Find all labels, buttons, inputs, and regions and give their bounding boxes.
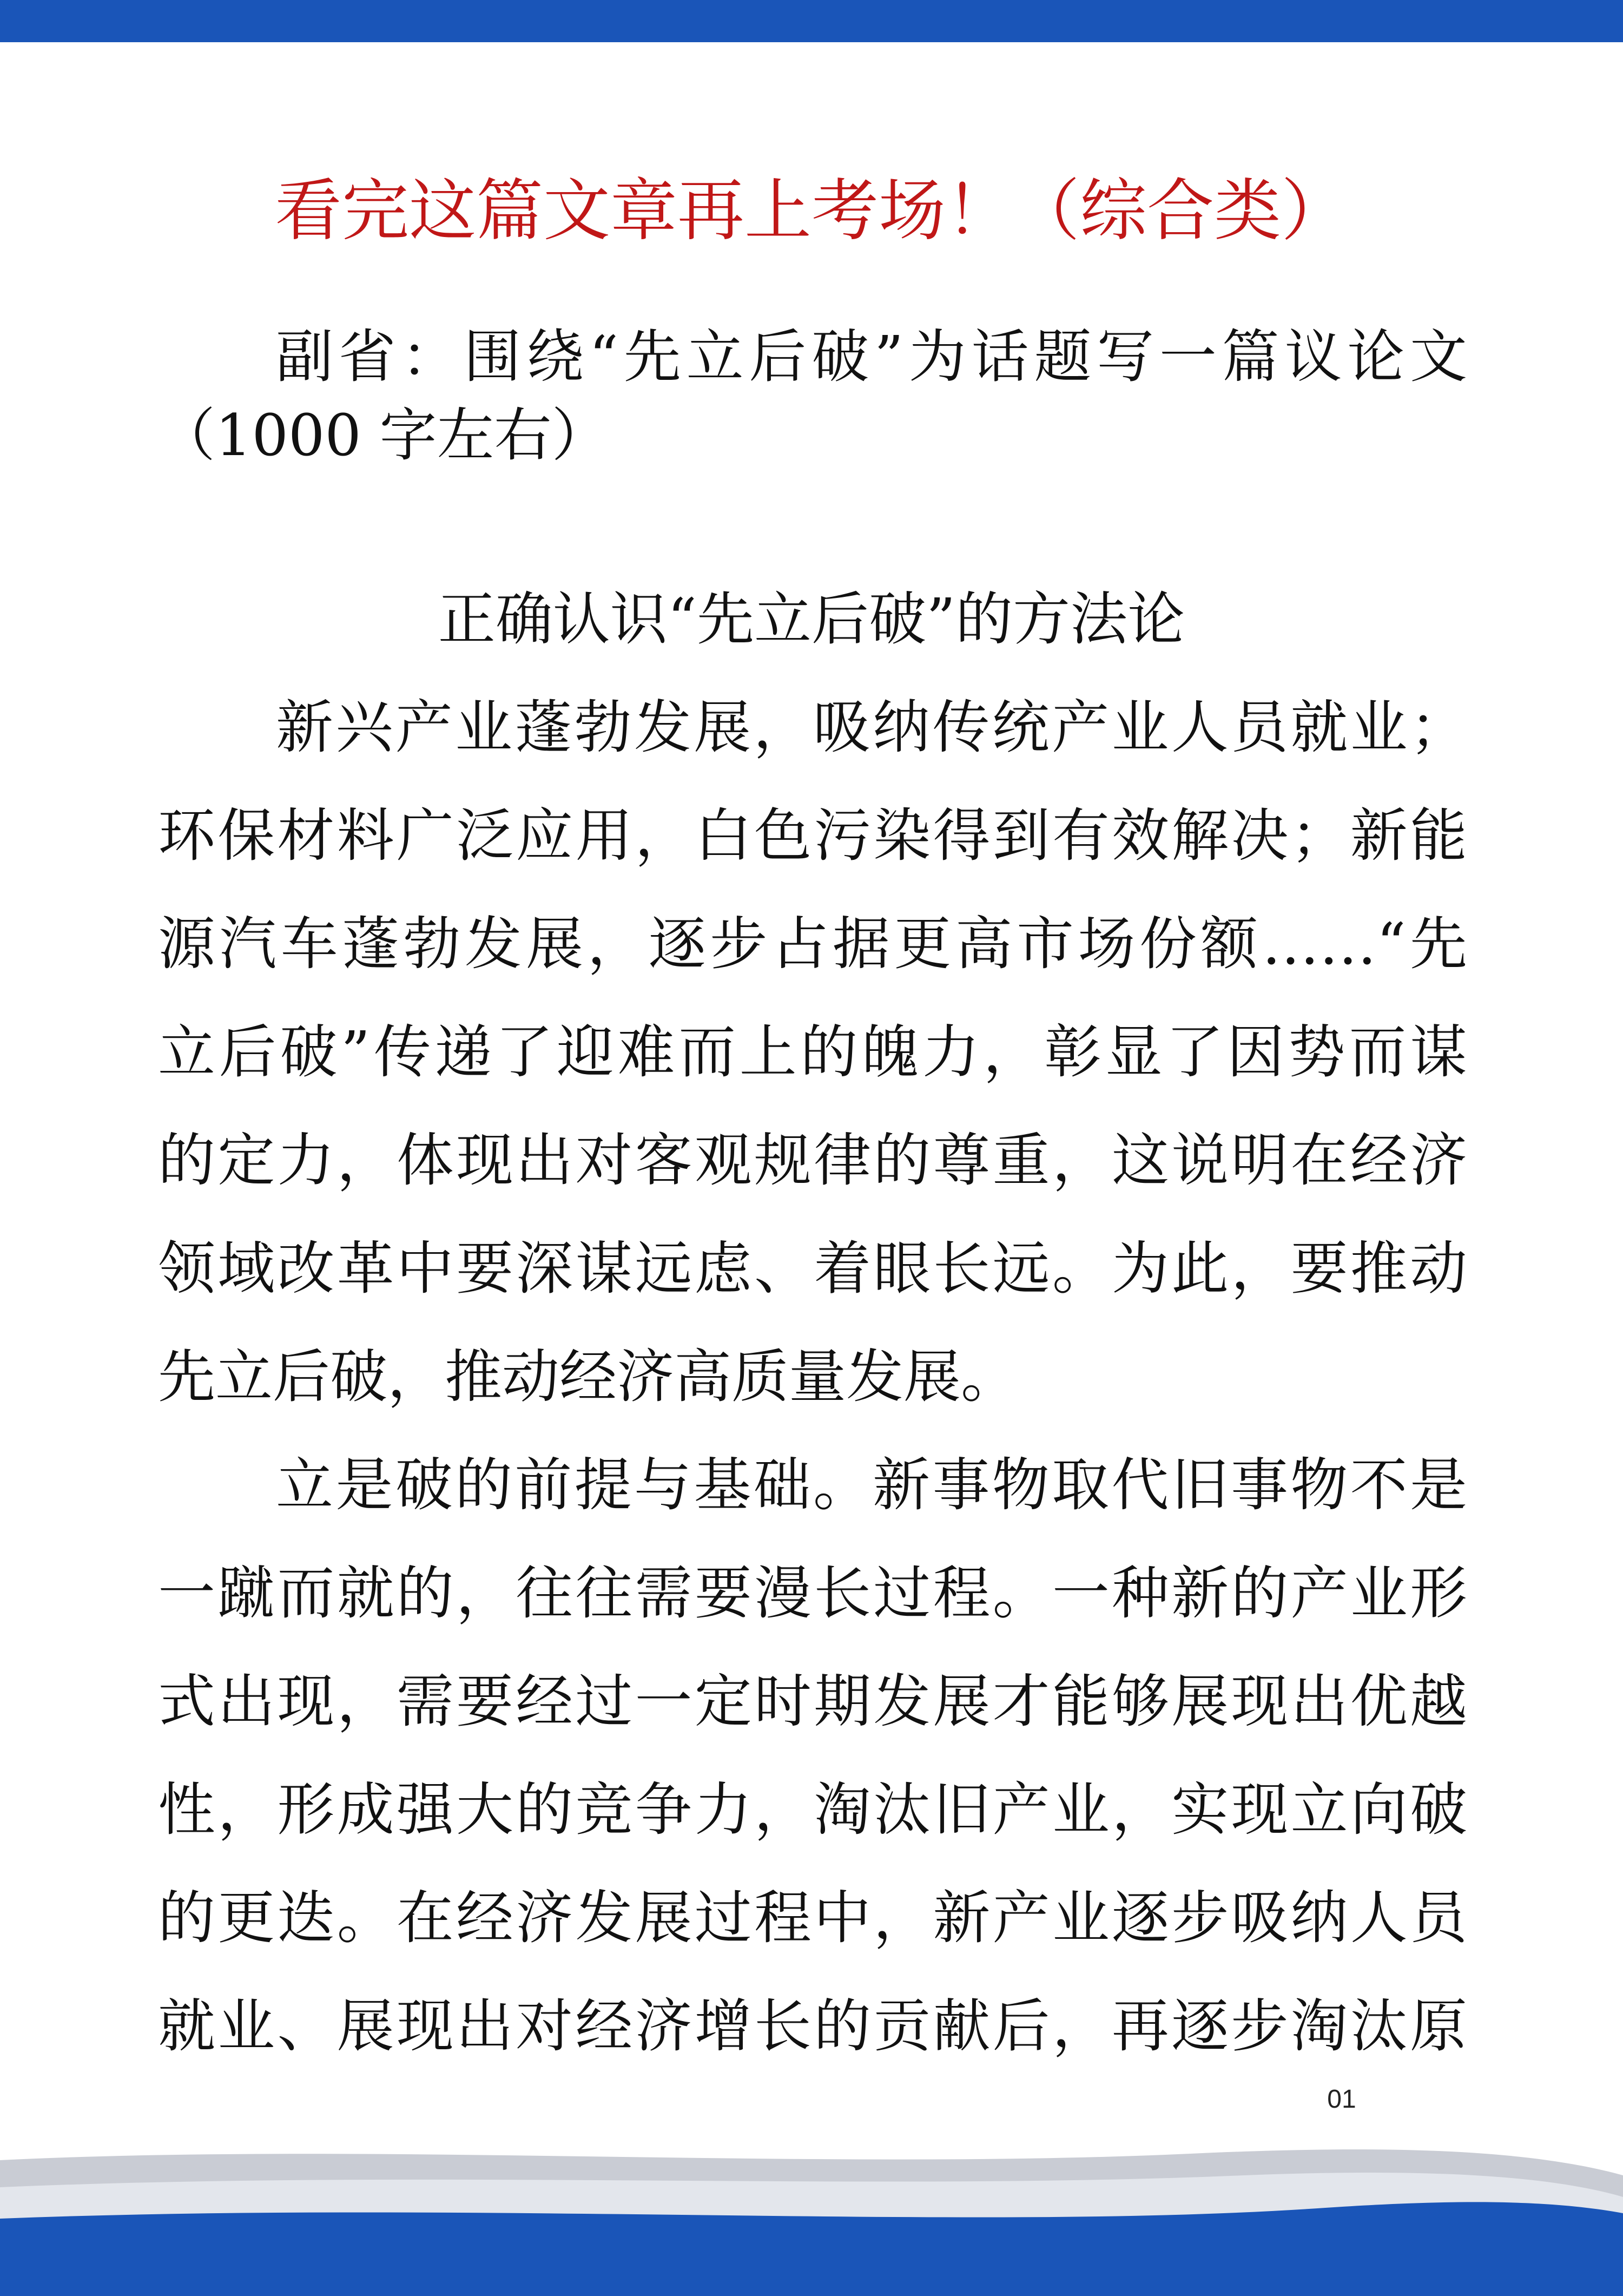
paragraph-2-line: 性，形成强大的竞争力，淘汰旧产业，实现立向破 — [158, 1777, 1467, 1843]
paragraph-1-line: 环保材料广泛应用，白色污染得到有效解决；新能 — [158, 802, 1467, 869]
paragraph-2-line: 式出现，需要经过一定时期发展才能够展现出优越 — [158, 1668, 1467, 1735]
paragraph-2-line: 一蹴而就的，往往需要漫长过程。一种新的产业形 — [158, 1560, 1467, 1627]
paragraph-2-line: 就业、展现出对经济增长的贡献后，再逐步淘汰原 — [158, 1993, 1467, 2060]
prompt-text: 副省：围绕“先立后破”为话题写一篇议论文 — [276, 324, 1467, 390]
document-title: 看完这篇文章再上考场！（综合类） — [274, 172, 1348, 250]
paragraph-1-line: 领域改革中要深谋远虑、着眼长远。为此，要推动 — [158, 1235, 1467, 1302]
paragraph-2-line: 的更迭。在经济发展过程中，新产业逐步吸纳人员 — [158, 1885, 1467, 1951]
paragraph-1-line: 新兴产业蓬勃发展，吸纳传统产业人员就业； — [276, 694, 1467, 761]
paragraph-1-line: 先立后破，推动经济高质量发展。 — [158, 1344, 1018, 1410]
prompt-text-note: （1000 字左右） — [158, 402, 609, 469]
page-number: 01 — [1327, 2085, 1356, 2114]
paragraph-1-line: 源汽车蓬勃发展，逐步占据更高市场份额……“先 — [158, 911, 1467, 977]
bottom-wave-decoration — [0, 2137, 1623, 2296]
paragraph-1-line: 的定力，体现出对客观规律的尊重，这说明在经济 — [158, 1127, 1467, 1194]
paragraph-1-line: 立后破”传递了迎难而上的魄力，彰显了因势而谋 — [158, 1019, 1467, 1085]
article-title: 正确认识“先立后破”的方法论 — [438, 586, 1185, 653]
top-blue-bar — [0, 0, 1623, 42]
paragraph-2-line: 立是破的前提与基础。新事物取代旧事物不是 — [276, 1452, 1467, 1518]
